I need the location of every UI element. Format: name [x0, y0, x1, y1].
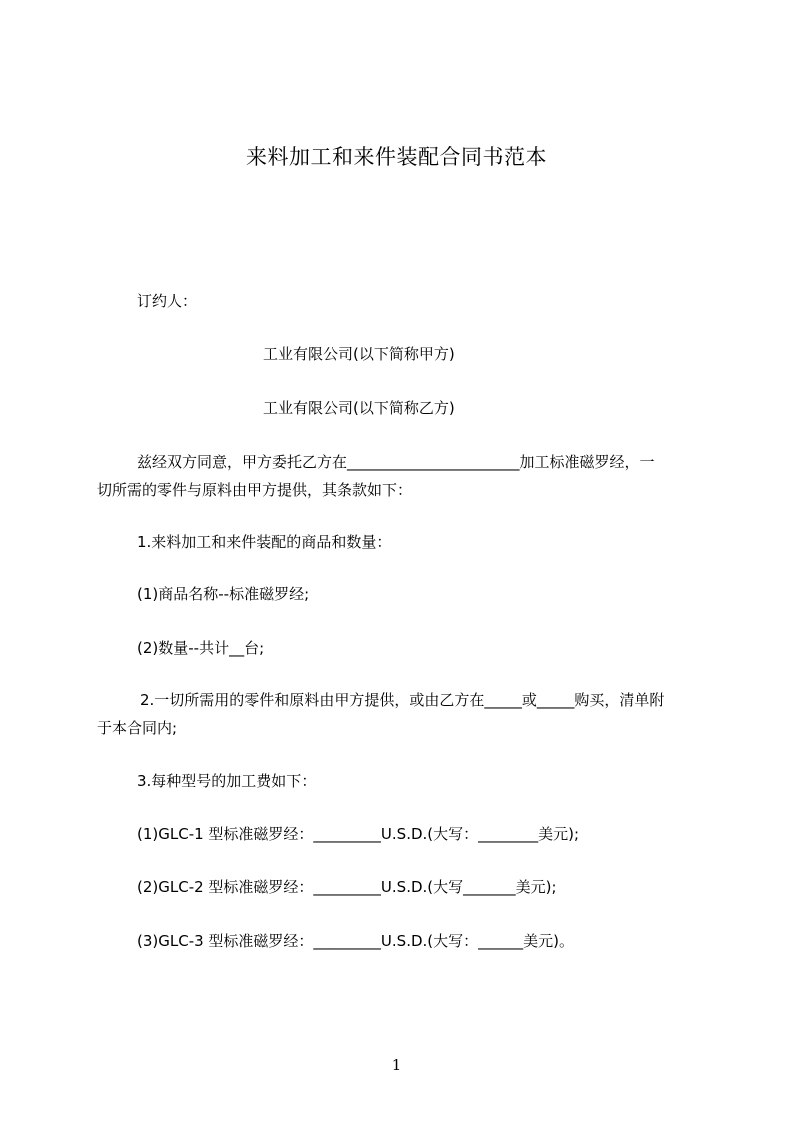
document-title: 来料加工和来件装配合同书范本: [246, 145, 547, 169]
clause-2-line-1: 2.一切所需用的零件和原料由甲方提供，或由乙方在_____或_____购买，清单附: [140, 691, 665, 709]
intro-paragraph-line-2: 切所需的零件与原料由甲方提供，其条款如下：: [97, 481, 413, 499]
clause-1-item-1: (1)商品名称--标准磁罗经;: [137, 585, 310, 603]
clause-3-item-1: (1)GLC-1 型标准磁罗经：_________U.S.D.(大写：________美元);: [137, 825, 580, 843]
party-a-line: 工业有限公司(以下简称甲方): [263, 345, 455, 363]
clause-1-heading: 1.来料加工和来件装配的商品和数量：: [137, 533, 392, 551]
party-b-line: 工业有限公司(以下简称乙方): [263, 399, 455, 417]
intro-paragraph-line-1: 兹经双方同意，甲方委托乙方在_______________________加工标准磁罗经，一: [137, 453, 655, 471]
signatory-label: 订约人：: [137, 292, 198, 310]
clause-3-item-2: (2)GLC-2 型标准磁罗经：_________U.S.D.(大写_______美元);: [137, 878, 557, 896]
clause-3-heading: 3.每种型号的加工费如下：: [137, 772, 317, 790]
page-number: 1: [391, 1056, 402, 1074]
clause-2-line-2: 于本合同内;: [97, 719, 178, 737]
clause-3-item-3: (3)GLC-3 型标准磁罗经：_________U.S.D.(大写：______美元)。: [137, 932, 574, 950]
clause-1-item-2: (2)数量--共计__台;: [137, 639, 265, 657]
